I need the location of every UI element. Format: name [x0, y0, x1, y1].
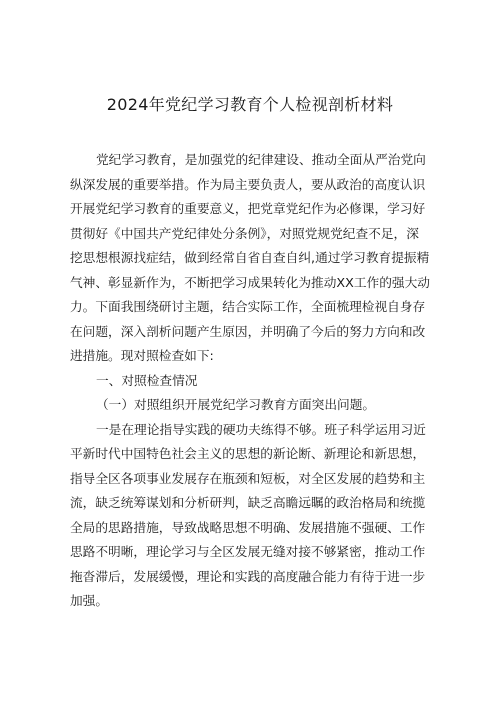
paragraph-line: 进措施。现对照检查如下:	[70, 348, 214, 363]
paragraph-line: 加强。	[70, 593, 109, 608]
paragraph-line: 贯彻好《中国共产党纪律处分条例》，对照党规党纪查不足，深	[70, 225, 419, 241]
section-heading: 一、对照检查情况	[96, 372, 198, 388]
paragraph-line: 党纪学习教育，是加强党的纪律建设、推动全面从严治党向	[96, 152, 426, 167]
paragraph-line: 平新时代中国特色社会主义的思想的新论断、新理论和新思想，	[70, 446, 426, 461]
paragraph-line: 拖沓滞后，发展缓慢，理论和实践的高度融合能力有待于进一步	[70, 568, 426, 584]
paragraph-line: 开展党纪学习教育的重要意义，把党章党纪作为必修课，学习好	[70, 201, 426, 216]
paragraph-line: 思路不明晰，理论学习与全区发展无缝对接不够紧密，推动工作	[70, 544, 426, 559]
document-title: 2024年党纪学习教育个人检视剖析材料	[106, 95, 394, 114]
paragraph-line: 挖思想根源找症结，做到经常自省自查自纠,通过学习教育提振精	[70, 250, 430, 265]
paragraph-line: 气神、彰显新作为，不断把学习成果转化为推动XX工作的强大动	[70, 274, 430, 290]
document-body	[70, 148, 440, 614]
subsection-heading: （一）对照组织开展党纪学习教育方面突出问题。	[96, 397, 376, 412]
paragraph-line: 在问题，深入剖析问题产生原因，并明确了今后的努力方向和改	[70, 323, 426, 339]
paragraph-line: 力。下面我围绕研讨主题，结合实际工作，全面梳理检视自身存	[70, 299, 426, 314]
paragraph-line: 一是在理论指导实践的硬功夫练得不够。班子科学运用习近	[96, 421, 426, 437]
paragraph-line: 全局的思路措施，导致战略思想不明确、发展措施不强硬、工作	[70, 519, 426, 535]
paragraph-line: 指导全区各项事业发展存在瓶颈和短板，对全区发展的趋势和主	[70, 470, 426, 486]
paragraph-line: 纵深发展的重要举措。作为局主要负责人，要从政治的高度认识	[70, 176, 426, 192]
paragraph-line: 流，缺乏统筹谋划和分析研判，缺乏高瞻远瞩的政治格局和统揽	[70, 495, 426, 510]
